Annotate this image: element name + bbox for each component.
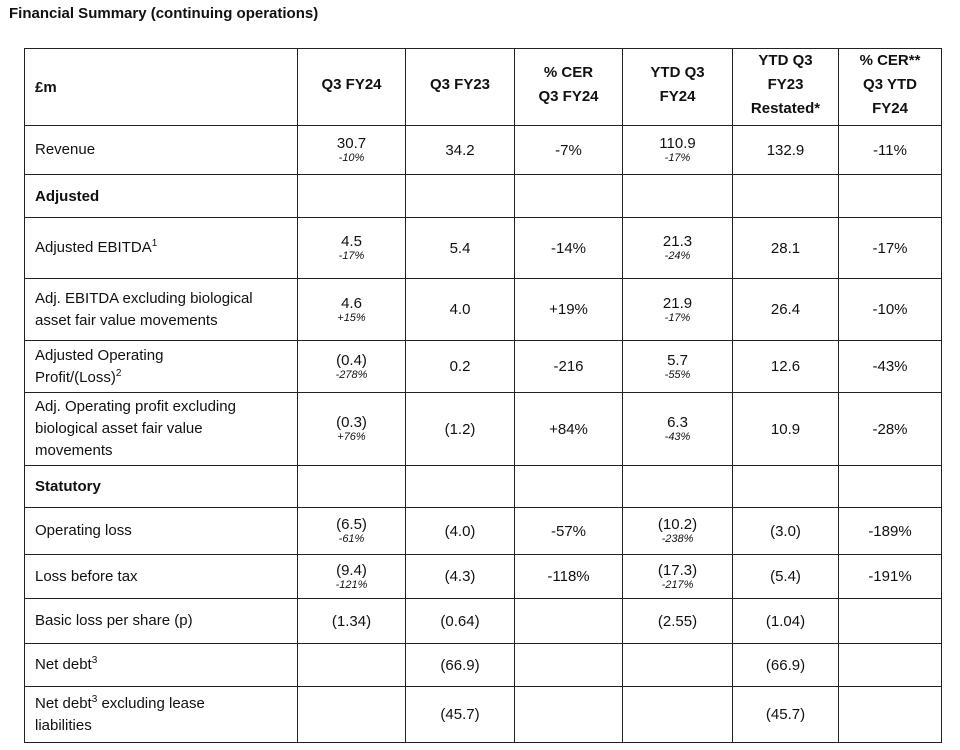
cell: +84% <box>515 393 623 466</box>
row-label: Net debt$^3$ excluding lease liabilities <box>25 687 298 743</box>
cell: 26.4 <box>733 279 839 341</box>
cell: -10% <box>839 279 942 341</box>
cell: (5.4) <box>733 555 839 599</box>
section-heading: Adjusted <box>25 175 298 218</box>
table-row <box>25 126 942 175</box>
cell: (1.2) <box>406 393 515 466</box>
row-label: Basic loss per share (p) <box>25 599 298 644</box>
cell: (4.0) <box>406 508 515 555</box>
header-ytd-q3-fy24: YTD Q3 FY24 <box>623 49 733 126</box>
cell: 21.9 -17% <box>623 279 733 341</box>
cell: -43% <box>839 341 942 393</box>
cell: (2.55) <box>623 599 733 644</box>
table-row <box>25 341 942 393</box>
cell: -14% <box>515 218 623 279</box>
cell <box>839 687 942 743</box>
page-title: Financial Summary (continuing operations) <box>9 5 319 22</box>
cell: -17% <box>839 218 942 279</box>
cell: -11% <box>839 126 942 175</box>
row-label: Adj. EBITDA excluding biological asset fair value movements <box>25 279 298 341</box>
cell: (1.34) <box>298 599 406 644</box>
cell: 6.3 -43% <box>623 393 733 466</box>
cell: 110.9 -17% <box>623 126 733 175</box>
header-ytd-q3-fy23-restated: YTD Q3 FY23 Restated* <box>733 49 839 126</box>
row-label: Loss before tax <box>25 555 298 599</box>
cell <box>623 644 733 687</box>
cell: 10.9 <box>733 393 839 466</box>
cell: 28.1 <box>733 218 839 279</box>
table-row <box>25 644 942 687</box>
cell <box>298 644 406 687</box>
cell: +19% <box>515 279 623 341</box>
cell: 132.9 <box>733 126 839 175</box>
cell: (3.0) <box>733 508 839 555</box>
table-row <box>25 508 942 555</box>
row-label: Revenue <box>25 126 298 175</box>
financial-summary-table <box>24 48 942 743</box>
row-label: Adj. Operating profit excluding biological asset fair value movements <box>25 393 298 466</box>
cell: (45.7) <box>406 687 515 743</box>
cell: 0.2 <box>406 341 515 393</box>
cell <box>839 644 942 687</box>
cell: 34.2 <box>406 126 515 175</box>
cell: -57% <box>515 508 623 555</box>
cell <box>515 644 623 687</box>
cell <box>623 687 733 743</box>
cell: (4.3) <box>406 555 515 599</box>
cell: (1.04) <box>733 599 839 644</box>
cell: 4.5 -17% <box>298 218 406 279</box>
row-label: Adjusted EBITDA$^1$ <box>25 218 298 279</box>
table-row <box>25 218 942 279</box>
cell: (10.2) -238% <box>623 508 733 555</box>
row-label: Adjusted Operating Profit/(Loss)$^2$ <box>25 341 298 393</box>
cell: -189% <box>839 508 942 555</box>
cell: (0.64) <box>406 599 515 644</box>
row-label: Operating loss <box>25 508 298 555</box>
cell: 5.7 -55% <box>623 341 733 393</box>
cell: -28% <box>839 393 942 466</box>
cell: 4.6 +15% <box>298 279 406 341</box>
cell: 30.7 -10% <box>298 126 406 175</box>
cell: (17.3) -217% <box>623 555 733 599</box>
cell: (9.4) -121% <box>298 555 406 599</box>
cell: 4.0 <box>406 279 515 341</box>
cell: 12.6 <box>733 341 839 393</box>
cell: (0.4) -278% <box>298 341 406 393</box>
header-q3-fy23: Q3 FY23 <box>406 49 515 126</box>
cell: (45.7) <box>733 687 839 743</box>
header-cer-q3-ytd-fy24: % CER** Q3 YTD FY24 <box>839 49 942 126</box>
header-row <box>25 49 942 126</box>
cell: -191% <box>839 555 942 599</box>
cell <box>515 599 623 644</box>
table-row <box>25 687 942 743</box>
cell: -216 <box>515 341 623 393</box>
header-label: £m <box>25 49 298 126</box>
cell: (66.9) <box>733 644 839 687</box>
cell: 5.4 <box>406 218 515 279</box>
cell <box>839 599 942 644</box>
cell: (66.9) <box>406 644 515 687</box>
header-cer-q3-fy24: % CER Q3 FY24 <box>515 49 623 126</box>
section-heading: Statutory <box>25 466 298 508</box>
table-row <box>25 279 942 341</box>
row-label: Net debt$^3$ <box>25 644 298 687</box>
cell: 21.3 -24% <box>623 218 733 279</box>
table-row <box>25 599 942 644</box>
cell <box>515 687 623 743</box>
table-row <box>25 393 942 466</box>
table-row <box>25 555 942 599</box>
cell: -7% <box>515 126 623 175</box>
cell: -118% <box>515 555 623 599</box>
header-q3-fy24: Q3 FY24 <box>298 49 406 126</box>
cell: (6.5) -61% <box>298 508 406 555</box>
cell: (0.3) +76% <box>298 393 406 466</box>
cell <box>298 687 406 743</box>
section-row-statutory <box>25 466 942 508</box>
section-row-adjusted <box>25 175 942 218</box>
